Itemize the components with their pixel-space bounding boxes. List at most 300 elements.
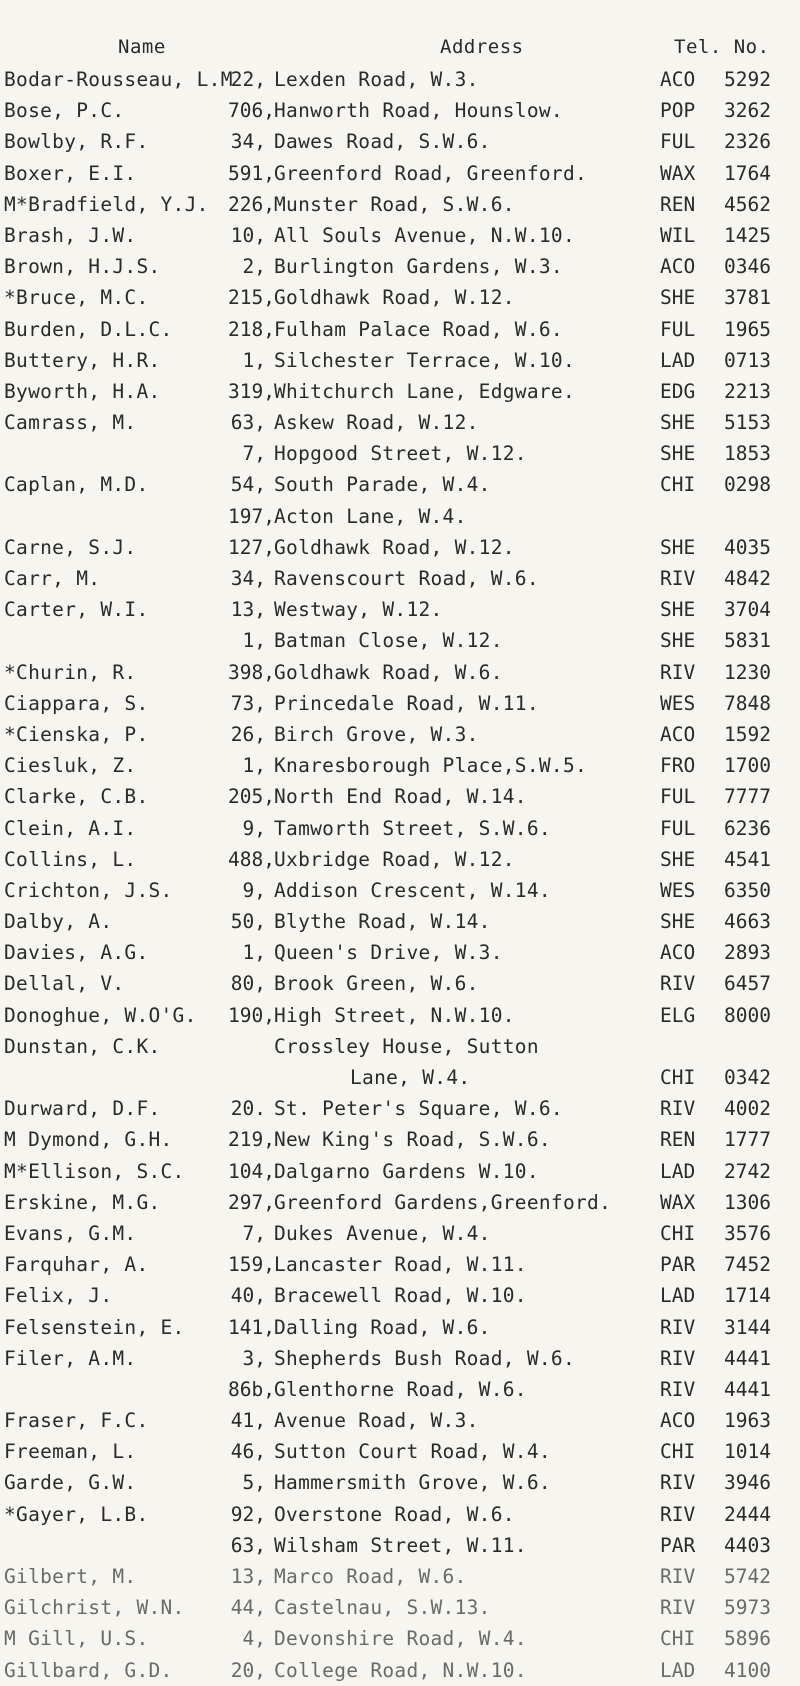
entry-tel-number: 5831 bbox=[724, 629, 771, 653]
entry-address bbox=[274, 345, 575, 376]
entry-house-number: 5, bbox=[242, 1471, 266, 1495]
entry-name: Brown, H.J.S. bbox=[4, 255, 161, 279]
directory-entry bbox=[0, 345, 800, 376]
directory-entry bbox=[0, 1249, 800, 1280]
directory-entry bbox=[0, 719, 800, 750]
entry-address bbox=[274, 282, 515, 313]
entry-house-number: 215, bbox=[228, 286, 275, 310]
entry-address-line: High Street, N.W.10. bbox=[274, 1003, 515, 1027]
directory-entry bbox=[0, 1343, 800, 1374]
entry-house-number: 26, bbox=[230, 722, 266, 746]
entry-house-number: 488, bbox=[228, 847, 275, 871]
entry-house-number: 1, bbox=[242, 629, 266, 653]
entry-address bbox=[274, 220, 575, 251]
entry-exchange: RIV bbox=[660, 1565, 696, 1589]
entry-address-line: Whitchurch Lane, Edgware. bbox=[274, 379, 575, 403]
entry-address bbox=[274, 875, 551, 906]
entry-exchange: FRO bbox=[660, 754, 696, 778]
entry-address bbox=[274, 189, 515, 220]
entry-tel-number: 7777 bbox=[724, 785, 771, 809]
entry-tel-number: 6457 bbox=[724, 972, 771, 996]
entry-tel-number: 2213 bbox=[724, 379, 771, 403]
entry-address-line: Devonshire Road, W.4. bbox=[274, 1627, 527, 1651]
column-header-name: Name bbox=[118, 36, 166, 58]
entry-house-number: 22, bbox=[230, 68, 266, 91]
entry-exchange: EDG bbox=[660, 379, 696, 403]
entry-address-line: Dukes Avenue, W.4. bbox=[274, 1221, 491, 1245]
entry-address bbox=[274, 438, 527, 469]
entry-address bbox=[274, 501, 467, 532]
entry-address-line: Batman Close, W.12. bbox=[274, 629, 503, 653]
entry-address-line: Hammersmith Grove, W.6. bbox=[274, 1471, 551, 1495]
entry-name: Bowlby, R.F. bbox=[4, 130, 149, 154]
directory-list bbox=[0, 64, 800, 1686]
entry-address bbox=[274, 532, 515, 563]
column-header-address: Address bbox=[440, 36, 524, 58]
directory-entry bbox=[0, 1031, 800, 1093]
entry-tel-number: 4441 bbox=[724, 1377, 771, 1401]
entry-tel-number: 4100 bbox=[724, 1658, 771, 1682]
entry-address-line: Lancaster Road, W.11. bbox=[274, 1253, 527, 1277]
entry-tel-number: 2444 bbox=[724, 1502, 771, 1526]
directory-entry bbox=[0, 750, 800, 781]
directory-entry bbox=[0, 875, 800, 906]
entry-address bbox=[274, 1499, 515, 1530]
entry-address bbox=[274, 563, 539, 594]
entry-exchange: SHE bbox=[660, 629, 696, 653]
entry-exchange: RIV bbox=[660, 1097, 696, 1121]
entry-address-line: Greenford Gardens,Greenford. bbox=[274, 1190, 612, 1214]
entry-address bbox=[274, 906, 491, 937]
entry-exchange: CHI bbox=[660, 1440, 696, 1464]
entry-name: Burden, D.L.C. bbox=[4, 317, 173, 341]
entry-tel-number: 2893 bbox=[724, 941, 771, 965]
entry-address-line: Princedale Road, W.11. bbox=[274, 691, 539, 715]
entry-address-line: Sutton Court Road, W.4. bbox=[274, 1440, 551, 1464]
entry-address-line: Addison Crescent, W.14. bbox=[274, 878, 551, 902]
entry-house-number: 104, bbox=[228, 1159, 275, 1183]
entry-name: M Gill, U.S. bbox=[4, 1627, 149, 1651]
entry-address bbox=[274, 1655, 527, 1686]
entry-name: Buttery, H.R. bbox=[4, 348, 161, 372]
entry-name: Farquhar, A. bbox=[4, 1253, 149, 1277]
entry-tel-number: 4035 bbox=[724, 535, 771, 559]
entry-address-line: Tamworth Street, S.W.6. bbox=[274, 816, 551, 840]
entry-address bbox=[274, 407, 479, 438]
entry-house-number: 127, bbox=[228, 535, 275, 559]
entry-exchange: SHE bbox=[660, 535, 696, 559]
entry-address-line: Acton Lane, W.4. bbox=[274, 504, 467, 528]
entry-exchange: SHE bbox=[660, 847, 696, 871]
entry-address bbox=[274, 1530, 527, 1561]
entry-address-line: Brook Green, W.6. bbox=[274, 972, 479, 996]
entry-address bbox=[274, 813, 551, 844]
entry-house-number: 92, bbox=[230, 1502, 266, 1526]
directory-entry bbox=[0, 657, 800, 688]
entry-house-number: 13, bbox=[230, 598, 266, 622]
entry-exchange: PAR bbox=[660, 1253, 696, 1277]
directory-entry bbox=[0, 95, 800, 126]
entry-house-number: 7, bbox=[242, 1221, 266, 1245]
entry-exchange: RIV bbox=[660, 1315, 696, 1339]
entry-address bbox=[274, 781, 527, 812]
entry-address bbox=[274, 1343, 575, 1374]
entry-address-line: Hanworth Road, Hounslow. bbox=[274, 99, 563, 123]
entry-exchange: FUL bbox=[660, 317, 696, 341]
entry-name: Gillbard, G.D. bbox=[4, 1658, 173, 1682]
entry-address bbox=[274, 1093, 563, 1124]
entry-tel-number: 4541 bbox=[724, 847, 771, 871]
entry-name: Felsenstein, E. bbox=[4, 1315, 185, 1339]
entry-name: Bodar-Rousseau, L.M bbox=[4, 68, 233, 91]
entry-exchange: RIV bbox=[660, 972, 696, 996]
entry-address bbox=[274, 750, 587, 781]
directory-entry bbox=[0, 1374, 800, 1405]
entry-address-line: Burlington Gardens, W.3. bbox=[274, 255, 563, 279]
entry-exchange: PAR bbox=[660, 1533, 696, 1557]
entry-tel-number: 5973 bbox=[724, 1596, 771, 1620]
entry-exchange: FUL bbox=[660, 785, 696, 809]
entry-address bbox=[274, 95, 563, 126]
entry-house-number: 63, bbox=[230, 1533, 266, 1557]
entry-tel-number: 4441 bbox=[724, 1346, 771, 1370]
entry-tel-number: 1014 bbox=[724, 1440, 771, 1464]
entry-address-line-2: Lane, W.4. bbox=[350, 1065, 471, 1089]
entry-address-line: Overstone Road, W.6. bbox=[274, 1502, 515, 1526]
entry-tel-number: 0298 bbox=[724, 473, 771, 497]
entry-exchange: RIV bbox=[660, 660, 696, 684]
entry-house-number: 9, bbox=[242, 816, 266, 840]
entry-tel-number: 1965 bbox=[724, 317, 771, 341]
entry-tel-number: 5153 bbox=[724, 411, 771, 435]
entry-address-line: Wilsham Street, W.11. bbox=[274, 1533, 527, 1557]
entry-name: Carter, W.I. bbox=[4, 598, 149, 622]
entry-exchange: RIV bbox=[660, 1502, 696, 1526]
entry-house-number: 34, bbox=[230, 130, 266, 154]
directory-entry bbox=[0, 220, 800, 251]
entry-name: *Gayer, L.B. bbox=[4, 1502, 149, 1526]
entry-exchange: REN bbox=[660, 1128, 696, 1152]
entry-address-line: Ravenscourt Road, W.6. bbox=[274, 567, 539, 590]
entry-name: *Bruce, M.C. bbox=[4, 286, 149, 310]
entry-name: Bose, P.C. bbox=[4, 99, 125, 123]
entry-house-number: 13, bbox=[230, 1565, 266, 1589]
directory-entry bbox=[0, 813, 800, 844]
entry-address-line: North End Road, W.14. bbox=[274, 785, 527, 809]
entry-name: Carne, S.J. bbox=[4, 535, 137, 559]
entry-house-number: 80, bbox=[230, 972, 266, 996]
directory-entry bbox=[0, 1623, 800, 1654]
entry-address-line: Westway, W.12. bbox=[274, 598, 443, 622]
entry-address bbox=[274, 1280, 527, 1311]
entry-tel-number: 4002 bbox=[724, 1097, 771, 1121]
entry-house-number: 226, bbox=[228, 192, 275, 216]
entry-name: Crichton, J.S. bbox=[4, 878, 173, 902]
entry-exchange: SHE bbox=[660, 910, 696, 934]
entry-tel-number: 1714 bbox=[724, 1284, 771, 1308]
entry-name: Boxer, E.I. bbox=[4, 161, 137, 185]
directory-entry bbox=[0, 1312, 800, 1343]
entry-address-line: Munster Road, S.W.6. bbox=[274, 192, 515, 216]
entry-address-line: Knaresborough Place,S.W.5. bbox=[274, 754, 588, 778]
entry-tel-number: 3576 bbox=[724, 1221, 771, 1245]
directory-entry bbox=[0, 1561, 800, 1592]
directory-entry bbox=[0, 469, 800, 500]
entry-exchange: FUL bbox=[660, 130, 696, 154]
entry-address-line: Fulham Palace Road, W.6. bbox=[274, 317, 563, 341]
entry-tel-number: 3144 bbox=[724, 1315, 771, 1339]
entry-exchange: WAX bbox=[660, 1190, 696, 1214]
directory-entry bbox=[0, 438, 800, 469]
entry-name: Donoghue, W.O'G. bbox=[4, 1003, 197, 1027]
entry-name: Gilbert, M. bbox=[4, 1565, 137, 1589]
entry-name: Ciesluk, Z. bbox=[4, 754, 137, 778]
entry-tel-number: 1306 bbox=[724, 1190, 771, 1214]
entry-house-number: 297, bbox=[228, 1190, 275, 1214]
entry-house-number: 86b, bbox=[228, 1377, 275, 1401]
entry-exchange: CHI bbox=[660, 1221, 696, 1245]
entry-exchange: LAD bbox=[660, 1159, 696, 1183]
directory-entry bbox=[0, 968, 800, 999]
entry-exchange: POP bbox=[660, 99, 696, 123]
entry-exchange: LAD bbox=[660, 348, 696, 372]
entry-address-line: Avenue Road, W.3. bbox=[274, 1409, 479, 1433]
entry-name: Clein, A.I. bbox=[4, 816, 137, 840]
entry-tel-number: 0713 bbox=[724, 348, 771, 372]
entry-exchange: RIV bbox=[660, 1471, 696, 1495]
entry-address bbox=[274, 1312, 491, 1343]
entry-exchange: ELG bbox=[660, 1003, 696, 1027]
entry-exchange: RIV bbox=[660, 1596, 696, 1620]
entry-tel-number: 4842 bbox=[724, 567, 771, 590]
entry-house-number: 398, bbox=[228, 660, 275, 684]
directory-entry bbox=[0, 688, 800, 719]
directory-entry bbox=[0, 906, 800, 937]
entry-tel-number: 2742 bbox=[724, 1159, 771, 1183]
entry-exchange: WAX bbox=[660, 161, 696, 185]
entry-exchange: SHE bbox=[660, 598, 696, 622]
entry-house-number: 46, bbox=[230, 1440, 266, 1464]
entry-exchange: ACO bbox=[660, 1409, 696, 1433]
directory-entry bbox=[0, 1187, 800, 1218]
entry-house-number: 50, bbox=[230, 910, 266, 934]
directory-entry bbox=[0, 1093, 800, 1124]
entry-name: Davies, A.G. bbox=[4, 941, 149, 965]
entry-address-line: Dawes Road, S.W.6. bbox=[274, 130, 491, 154]
entry-exchange: ACO bbox=[660, 722, 696, 746]
entry-address bbox=[274, 1436, 551, 1467]
entry-address-line: Askew Road, W.12. bbox=[274, 411, 479, 435]
directory-entry bbox=[0, 1280, 800, 1311]
entry-address bbox=[274, 968, 479, 999]
entry-house-number: 20, bbox=[230, 1658, 266, 1682]
entry-address bbox=[274, 376, 575, 407]
entry-address bbox=[274, 1405, 479, 1436]
entry-name: Camrass, M. bbox=[4, 411, 137, 435]
directory-entry bbox=[0, 1124, 800, 1155]
entry-address bbox=[274, 1249, 527, 1280]
entry-tel-number: 5742 bbox=[724, 1565, 771, 1589]
entry-address-line: Dalgarno Gardens W.10. bbox=[274, 1159, 539, 1183]
entry-address-line: All Souls Avenue, N.W.10. bbox=[274, 223, 575, 247]
entry-house-number: 4, bbox=[242, 1627, 266, 1651]
entry-name: Dellal, V. bbox=[4, 972, 125, 996]
entry-house-number: 319, bbox=[228, 379, 275, 403]
entry-name: Byworth, H.A. bbox=[4, 379, 161, 403]
entry-exchange: SHE bbox=[660, 286, 696, 310]
entry-address-line: Silchester Terrace, W.10. bbox=[274, 348, 575, 372]
entry-name: Felix, J. bbox=[4, 1284, 113, 1308]
entry-name: Brash, J.W. bbox=[4, 223, 137, 247]
entry-tel-number: 0342 bbox=[724, 1065, 771, 1089]
directory-entry bbox=[0, 1000, 800, 1031]
entry-exchange: SHE bbox=[660, 442, 696, 466]
entry-tel-number: 2326 bbox=[724, 130, 771, 154]
entry-address-line: St. Peter's Square, W.6. bbox=[274, 1097, 563, 1121]
directory-entry bbox=[0, 282, 800, 313]
entry-name: Dalby, A. bbox=[4, 910, 113, 934]
entry-tel-number: 3781 bbox=[724, 286, 771, 310]
entry-house-number: 34, bbox=[230, 567, 266, 590]
entry-address bbox=[274, 719, 479, 750]
entry-tel-number: 1230 bbox=[724, 660, 771, 684]
entry-tel-number: 6236 bbox=[724, 816, 771, 840]
directory-entry bbox=[0, 563, 800, 594]
entry-house-number: 706, bbox=[228, 99, 275, 123]
entry-address bbox=[274, 937, 503, 968]
entry-house-number: 141, bbox=[228, 1315, 275, 1339]
entry-house-number: 219, bbox=[228, 1128, 275, 1152]
directory-entry bbox=[0, 1218, 800, 1249]
entry-address bbox=[274, 314, 563, 345]
entry-tel-number: 8000 bbox=[724, 1003, 771, 1027]
entry-address bbox=[274, 1187, 611, 1218]
entry-name: M*Ellison, S.C. bbox=[4, 1159, 185, 1183]
entry-exchange: RIV bbox=[660, 567, 696, 590]
entry-exchange: ACO bbox=[660, 255, 696, 279]
entry-tel-number: 7452 bbox=[724, 1253, 771, 1277]
entry-exchange: WES bbox=[660, 878, 696, 902]
entry-address-line: New King's Road, S.W.6. bbox=[274, 1128, 551, 1152]
entry-house-number: 218, bbox=[228, 317, 275, 341]
entry-house-number: 1, bbox=[242, 941, 266, 965]
entry-house-number: 54, bbox=[230, 473, 266, 497]
entry-house-number: 591, bbox=[228, 161, 275, 185]
entry-address-line: Goldhawk Road, W.6. bbox=[274, 660, 503, 684]
entry-exchange: CHI bbox=[660, 1065, 696, 1089]
entry-address-line: Greenford Road, Greenford. bbox=[274, 161, 588, 185]
entry-name: Gilchrist, W.N. bbox=[4, 1596, 185, 1620]
entry-exchange: ACO bbox=[660, 941, 696, 965]
entry-house-number: 197, bbox=[228, 504, 275, 528]
entry-address-line: Lexden Road, W.3. bbox=[274, 68, 479, 91]
entry-name: Carr, M. bbox=[4, 567, 101, 590]
entry-house-number: 41, bbox=[230, 1409, 266, 1433]
entry-exchange: RIV bbox=[660, 1346, 696, 1370]
directory-entry bbox=[0, 532, 800, 563]
entry-exchange: SHE bbox=[660, 411, 696, 435]
entry-name: Filer, A.M. bbox=[4, 1346, 137, 1370]
entry-address-line: Shepherds Bush Road, W.6. bbox=[274, 1346, 575, 1370]
entry-address-line: College Road, N.W.10. bbox=[274, 1658, 527, 1682]
entry-exchange: ACO bbox=[660, 68, 696, 91]
entry-tel-number: 4403 bbox=[724, 1533, 771, 1557]
entry-address-line: Dalling Road, W.6. bbox=[274, 1315, 491, 1339]
entry-tel-number: 5292 bbox=[724, 68, 771, 91]
entry-house-number: 190, bbox=[228, 1003, 275, 1027]
entry-address bbox=[274, 844, 515, 875]
entry-house-number: 44, bbox=[230, 1596, 266, 1620]
entry-exchange: WIL bbox=[660, 223, 696, 247]
entry-name: Garde, G.W. bbox=[4, 1471, 137, 1495]
entry-address bbox=[274, 594, 443, 625]
entry-address-line: Birch Grove, W.3. bbox=[274, 722, 479, 746]
entry-exchange: WES bbox=[660, 691, 696, 715]
directory-entry bbox=[0, 1436, 800, 1467]
entry-tel-number: 1425 bbox=[724, 223, 771, 247]
directory-entry bbox=[0, 1592, 800, 1623]
entry-address-line: Crossley House, Sutton bbox=[274, 1034, 539, 1058]
entry-name: Collins, L. bbox=[4, 847, 137, 871]
directory-entry bbox=[0, 189, 800, 220]
entry-address bbox=[274, 469, 491, 500]
entry-house-number: 1, bbox=[242, 754, 266, 778]
directory-entry bbox=[0, 625, 800, 656]
entry-name: Freeman, L. bbox=[4, 1440, 137, 1464]
entry-address-line: Castelnau, S.W.13. bbox=[274, 1596, 491, 1620]
entry-exchange: LAD bbox=[660, 1284, 696, 1308]
directory-entry bbox=[0, 501, 800, 532]
entry-house-number: 73, bbox=[230, 691, 266, 715]
entry-address bbox=[274, 1000, 515, 1031]
entry-exchange: FUL bbox=[660, 816, 696, 840]
entry-address-line: Queen's Drive, W.3. bbox=[274, 941, 503, 965]
entry-address-line: Hopgood Street, W.12. bbox=[274, 442, 527, 466]
entry-house-number: 2, bbox=[242, 255, 266, 279]
entry-tel-number: 7848 bbox=[724, 691, 771, 715]
entry-address bbox=[274, 688, 539, 719]
entry-tel-number: 1963 bbox=[724, 1409, 771, 1433]
entry-tel-number: 3946 bbox=[724, 1471, 771, 1495]
entry-address bbox=[274, 126, 491, 157]
directory-entry bbox=[0, 158, 800, 189]
entry-address-line: Goldhawk Road, W.12. bbox=[274, 286, 515, 310]
directory-entry bbox=[0, 407, 800, 438]
directory-entry bbox=[0, 781, 800, 812]
directory-entry bbox=[0, 126, 800, 157]
entry-address bbox=[274, 1218, 491, 1249]
directory-entry bbox=[0, 1530, 800, 1561]
entry-tel-number: 4562 bbox=[724, 192, 771, 216]
entry-name: M*Bradfield, Y.J. bbox=[4, 192, 209, 216]
entry-name: *Churin, R. bbox=[4, 660, 137, 684]
entry-name: Dunstan, C.K. bbox=[4, 1034, 161, 1058]
entry-address bbox=[274, 158, 587, 189]
entry-name: M Dymond, G.H. bbox=[4, 1128, 173, 1152]
column-header-tel: Tel. No. bbox=[674, 36, 770, 58]
entry-address-line: Blythe Road, W.14. bbox=[274, 910, 491, 934]
entry-address-line: Glenthorne Road, W.6. bbox=[274, 1377, 527, 1401]
entry-exchange: CHI bbox=[660, 473, 696, 497]
entry-address bbox=[274, 1124, 551, 1155]
directory-entry bbox=[0, 937, 800, 968]
directory-entry bbox=[0, 594, 800, 625]
entry-name: Evans, G.M. bbox=[4, 1221, 137, 1245]
entry-tel-number: 1592 bbox=[724, 722, 771, 746]
entry-address bbox=[274, 64, 479, 95]
entry-tel-number: 6350 bbox=[724, 878, 771, 902]
entry-exchange: CHI bbox=[660, 1627, 696, 1651]
